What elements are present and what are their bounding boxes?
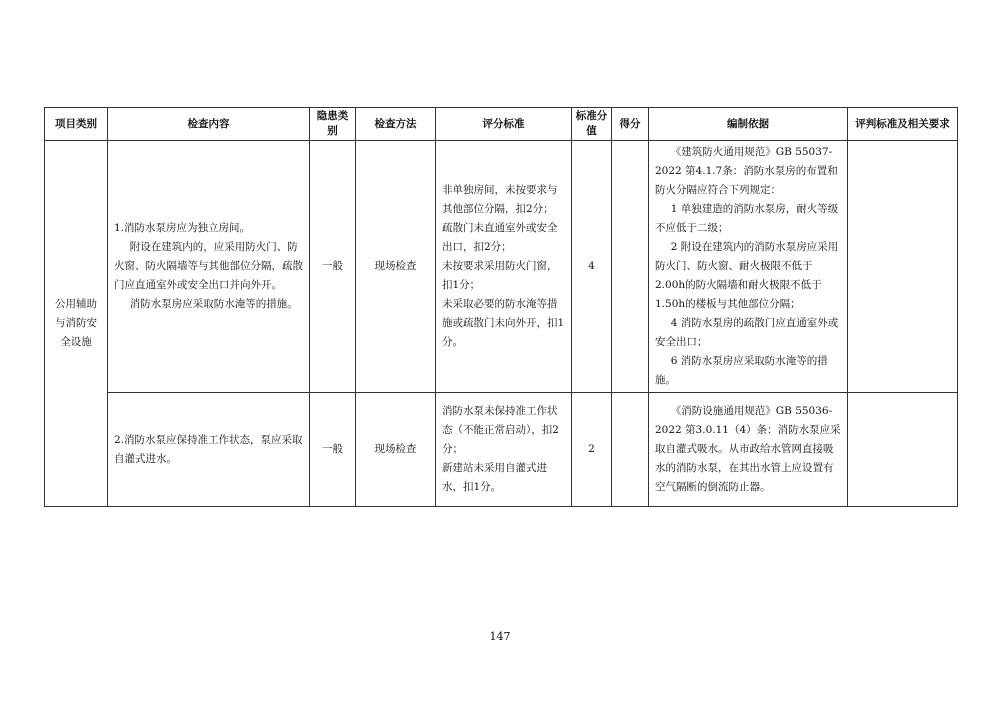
basis-line: 1 单独建造的消防水泵房，耐火等级不应低于二级； [655,203,839,234]
scoring-line: 未采取必要的防水淹等措施或疏散门未向外开，扣1分。 [442,298,565,348]
header-scoring: 评分标准 [436,108,572,141]
category-cell: 公用辅助与消防安全设施 [45,141,108,507]
header-score: 标准分值 [572,108,612,141]
method-cell: 现场检查 [356,393,436,507]
header-content: 检查内容 [108,108,310,141]
content-line: 2.消防水泵应保持准工作状态，泵应采取自灌式进水。 [114,433,303,465]
header-hazard: 隐患类别 [310,108,356,141]
score-cell: 4 [572,141,612,393]
content-line: 1.消防水泵房应为独立房间。 [114,222,251,234]
content-line: 消防水泵房应采取防水淹等的措施。 [129,298,298,310]
basis-line: 《消防设施通用规范》GB 55036-2022 第3.0.11（4）条：消防水泵应采取自灌式吸水。从市政给水管网直接吸水的消防水泵，在其出水管上应设置有空气隔断的倒流防止器。 [655,405,841,493]
earned-cell[interactable] [612,141,649,393]
scoring-line: 新建站未采用自灌式进水，扣1分。 [442,462,547,493]
content-cell [108,393,310,507]
basis-cell [649,141,848,393]
scoring-line: 疏散门未直通室外或安全出口，扣2分； [442,222,558,253]
hazard-cell: 一般 [310,141,356,393]
basis-line: 《建筑防火通用规范》GB 55037-2022 第4.1.7条：消防水泵房的布置和防火分隔应符合下列规定： [655,146,838,196]
header-requirements: 评判标准及相关要求 [848,108,958,141]
scoring-line: 非单独房间，未按要求与其他部位分隔，扣2分； [442,184,558,215]
header-category: 项目类别 [45,108,108,141]
scoring-cell [436,393,572,507]
score-cell: 2 [572,393,612,507]
table-row [45,393,958,507]
scoring-cell [436,141,572,393]
header-method: 检查方法 [356,108,436,141]
requirements-cell [848,393,958,507]
basis-line: 6 消防水泵房应采取防水淹等的措施。 [655,355,828,386]
earned-cell[interactable] [612,393,649,507]
basis-line: 2 附设在建筑内的消防水泵房应采用防火门、防火窗、耐火极限不低于2.00h的防火隔墙和耐火极限不低于1.50h的楼板与其他部位分隔； [655,241,839,310]
scoring-line: 消防水泵未保持准工作状态（不能正常启动），扣2分； [442,405,559,455]
scoring-line: 未按要求采用防火门窗，扣1分； [442,260,558,291]
table-row [45,141,958,393]
requirements-cell [848,141,958,393]
basis-cell [649,393,848,507]
header-basis: 编制依据 [649,108,848,141]
inspection-table [44,107,958,507]
content-cell [108,141,310,393]
basis-line: 4 消防水泵房的疏散门应直通室外或安全出口； [655,317,839,348]
hazard-cell: 一般 [310,393,356,507]
method-cell: 现场检查 [356,141,436,393]
header-earned: 得分 [612,108,649,141]
content-line: 附设在建筑内的，应采用防火门、防火窗、防火隔墙等与其他部位分隔，疏散门应直通室外或安全出口并向外开。 [114,241,303,291]
page-number: 147 [489,630,511,643]
header-row [45,108,958,141]
